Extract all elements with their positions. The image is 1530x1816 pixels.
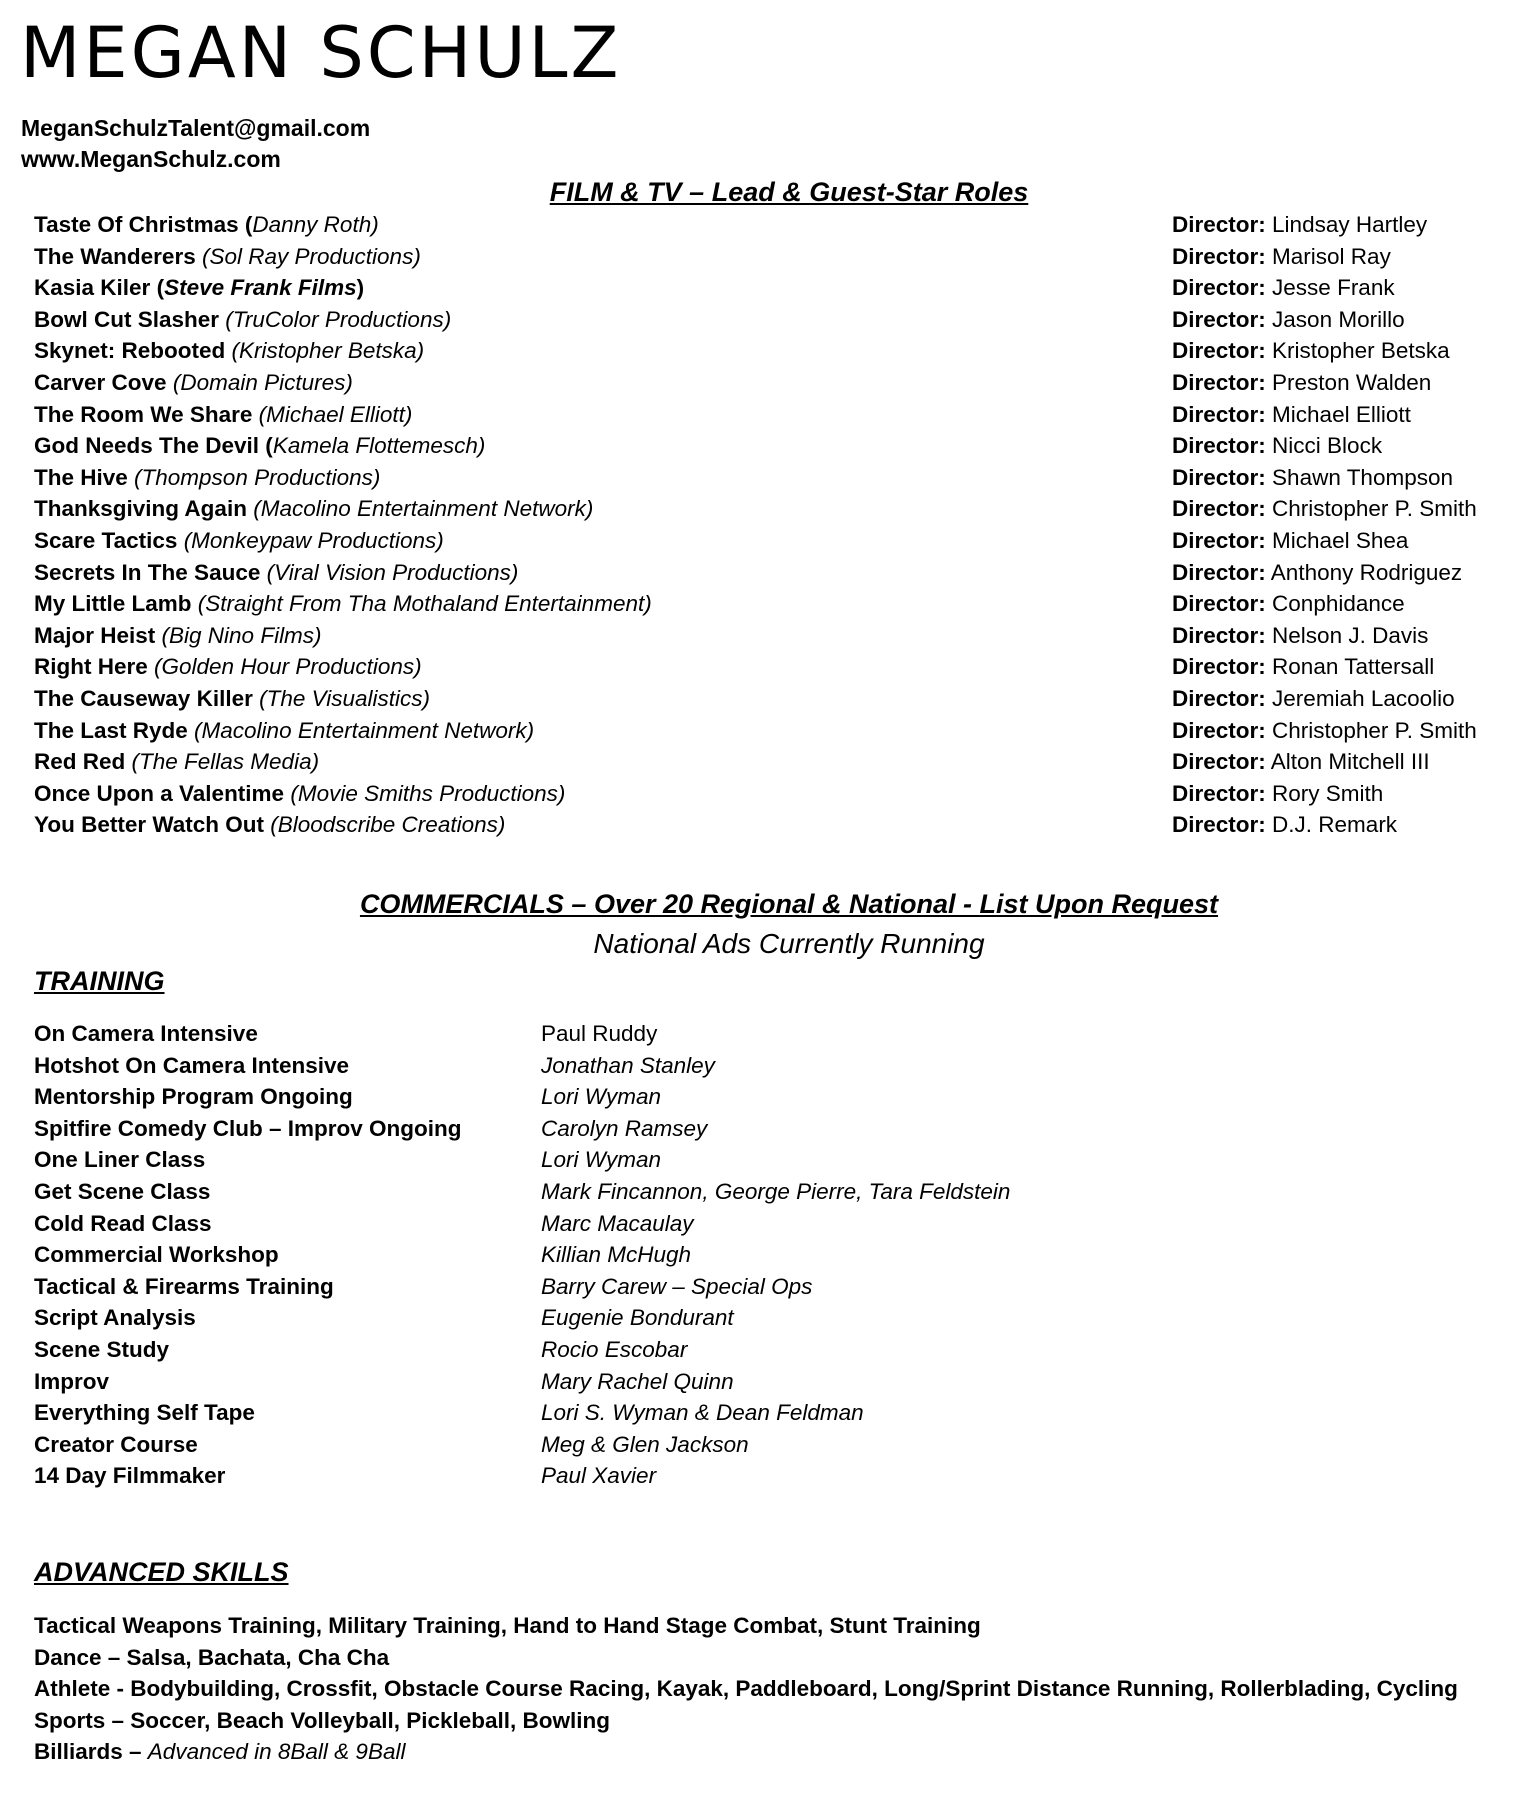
- film-row: [34, 496, 1494, 528]
- film-credit: [34, 686, 430, 712]
- film-company: (Kristopher Betska): [231, 338, 425, 364]
- film-company: (Thompson Productions): [134, 464, 381, 490]
- film-credit: [34, 275, 364, 301]
- training-course: Spitfire Comedy Club – Improv Ongoing: [34, 1115, 462, 1141]
- actor-name: MEGAN SCHULZ: [20, 12, 622, 94]
- director-name: Marisol Ray: [1272, 243, 1391, 269]
- film-company: Kamela Flottemesch): [272, 433, 486, 459]
- training-row: [34, 1369, 1234, 1401]
- training-instructor: Paul Ruddy: [541, 1021, 658, 1046]
- director-label: Director:: [1172, 212, 1266, 237]
- director-name: Christopher P. Smith: [1272, 496, 1477, 522]
- training-course: Everything Self Tape: [34, 1400, 255, 1426]
- skill-text: Tactical Weapons Training, Military Training, Hand to Hand Stage Combat, Stunt Training: [34, 1613, 981, 1638]
- film-director: [1172, 812, 1397, 838]
- director-name: Ronan Tattersall: [1272, 654, 1435, 680]
- film-credit: [34, 718, 534, 744]
- training-instructor: Lori Wyman: [541, 1147, 662, 1173]
- director-name: Conphidance: [1272, 591, 1405, 617]
- film-title: Carver Cove: [34, 369, 173, 395]
- film-title: Secrets In The Sauce: [34, 559, 267, 585]
- film-credit: [34, 654, 422, 680]
- film-director: [1172, 560, 1462, 586]
- training-course: Script Analysis: [34, 1305, 196, 1331]
- film-credit: [34, 465, 380, 491]
- film-row: [34, 244, 1494, 276]
- film-credit: [34, 496, 593, 522]
- film-company: (Movie Smiths Productions): [290, 780, 566, 806]
- film-credit: [34, 528, 444, 554]
- training-heading: TRAINING: [34, 966, 165, 996]
- director-name: Kristopher Betska: [1272, 338, 1450, 364]
- film-credit: [34, 212, 379, 238]
- skill-text: Dance – Salsa, Bachata, Cha Cha: [34, 1644, 390, 1670]
- film-company: (Big Nino Films): [161, 622, 322, 648]
- commercials-subtitle: National Ads Currently Running: [593, 928, 985, 959]
- training-row: [34, 1116, 1234, 1148]
- director-label: Director:: [1172, 622, 1266, 648]
- director-label: Director:: [1172, 527, 1266, 553]
- film-row: [34, 718, 1494, 750]
- film-title: Major Heist: [34, 622, 162, 648]
- film-title: The Last Ryde: [34, 717, 195, 743]
- training-row: [34, 1400, 1234, 1432]
- film-row: [34, 370, 1494, 402]
- film-company: (Macolino Entertainment Network): [253, 496, 594, 522]
- director-name: Rory Smith: [1272, 780, 1384, 806]
- commercials-heading: COMMERCIALS – Over 20 Regional & National - List Upon Request: [359, 889, 1219, 919]
- training-row: [34, 1084, 1234, 1116]
- skill-row: [34, 1739, 1514, 1771]
- film-title: My Little Lamb: [34, 591, 198, 617]
- director-name: Michael Elliott: [1272, 401, 1411, 427]
- film-credit: [34, 560, 518, 586]
- film-company: Danny Roth): [252, 212, 379, 237]
- director-label: Director:: [1172, 369, 1266, 395]
- training-row: [34, 1179, 1234, 1211]
- film-row: [34, 812, 1494, 844]
- film-company: Steve Frank Films: [164, 275, 357, 301]
- director-label: Director:: [1172, 306, 1266, 332]
- film-company: (Golden Hour Productions): [154, 654, 422, 680]
- film-row: [34, 623, 1494, 655]
- director-name: Shawn Thompson: [1272, 464, 1453, 490]
- film-credit: [34, 749, 319, 775]
- director-name: Jeremiah Lacoolio: [1272, 685, 1455, 711]
- film-company: (Straight From Tha Mothaland Entertainment): [197, 591, 652, 617]
- skill-text: Athlete - Bodybuilding, Crossfit, Obstacle Course Racing, Kayak, Paddleboard, Long/Sprint Distance Running, Rollerblading, Cycling: [34, 1676, 1458, 1702]
- film-company: (The Visualistics): [259, 685, 430, 711]
- training-instructor: Killian McHugh: [541, 1242, 692, 1268]
- email-text: MeganSchulzTalent@gmail.com: [21, 115, 371, 141]
- training-instructor: Eugenie Bondurant: [541, 1305, 734, 1331]
- film-company: (Viral Vision Productions): [266, 559, 519, 585]
- director-label: Director:: [1172, 464, 1266, 490]
- director-label: Director:: [1172, 559, 1266, 585]
- skill-detail: Advanced in 8Ball & 9Ball: [147, 1739, 406, 1765]
- training-row: [34, 1242, 1234, 1274]
- film-credit: [34, 402, 412, 428]
- director-name: Preston Walden: [1272, 369, 1432, 395]
- director-name: Michael Shea: [1272, 527, 1409, 553]
- training-course: Cold Read Class: [34, 1210, 212, 1236]
- film-director: [1172, 528, 1408, 554]
- training-row: [34, 1305, 1234, 1337]
- training-instructor: Mark Fincannon, George Pierre, Tara Feldstein: [541, 1178, 1011, 1204]
- director-label: Director:: [1172, 780, 1266, 806]
- contact-block: [21, 113, 370, 175]
- director-name: D.J. Remark: [1272, 812, 1398, 838]
- film-director: [1172, 654, 1434, 680]
- film-title: The Hive: [34, 464, 135, 490]
- film-company: (The Fellas Media): [131, 749, 320, 775]
- film-company: (Domain Pictures): [172, 369, 353, 395]
- film-title: The Causeway Killer: [34, 685, 260, 711]
- director-name: Alton Mitchell III: [1270, 749, 1430, 775]
- film-title: The Wanderers: [34, 243, 202, 269]
- training-row: [34, 1021, 1234, 1053]
- training-course: On Camera Intensive: [34, 1021, 258, 1046]
- training-instructor: Mary Rachel Quinn: [541, 1368, 734, 1394]
- training-instructor: Jonathan Stanley: [541, 1052, 715, 1078]
- training-course: Get Scene Class: [34, 1178, 211, 1204]
- film-director: [1172, 623, 1428, 649]
- film-title: Skynet: Rebooted: [34, 338, 232, 364]
- film-credit: [34, 781, 565, 807]
- director-name: Nelson J. Davis: [1272, 622, 1429, 648]
- film-director: [1172, 465, 1453, 491]
- director-label: Director:: [1172, 496, 1266, 522]
- film-title: Right Here: [34, 654, 155, 680]
- training-row: [34, 1463, 1234, 1495]
- director-label: Director:: [1172, 749, 1266, 775]
- film-director: [1172, 591, 1405, 617]
- film-director: [1172, 496, 1477, 522]
- director-name: Christopher P. Smith: [1272, 717, 1477, 743]
- film-title: Once Upon a Valentime: [34, 780, 291, 806]
- film-title: Bowl Cut Slasher: [34, 306, 226, 332]
- skill-row: [34, 1645, 1514, 1677]
- director-label: Director:: [1172, 338, 1266, 364]
- film-credit: [34, 433, 485, 459]
- film-credit: [34, 591, 652, 617]
- training-list: [34, 1021, 1234, 1495]
- film-credit: [34, 370, 353, 396]
- film-credit: [34, 812, 505, 838]
- film-tv-list: [34, 212, 1494, 844]
- film-title: You Better Watch Out: [34, 812, 271, 838]
- film-company: (Monkeypaw Productions): [183, 527, 444, 553]
- film-director: [1172, 338, 1450, 364]
- director-label: Director:: [1172, 401, 1266, 427]
- training-course: Creator Course: [34, 1431, 198, 1457]
- film-row: [34, 781, 1494, 813]
- training-course: Tactical & Firearms Training: [34, 1273, 334, 1299]
- training-instructor: Paul Xavier: [541, 1463, 657, 1489]
- director-name: Anthony Rodriguez: [1270, 559, 1463, 585]
- training-instructor: Marc Macaulay: [541, 1210, 694, 1236]
- training-instructor: Lori S. Wyman & Dean Feldman: [541, 1400, 864, 1426]
- film-title: Red Red: [34, 749, 132, 775]
- film-row: [34, 591, 1494, 623]
- director-name: Jesse Frank: [1272, 275, 1395, 301]
- training-course: Improv: [34, 1368, 110, 1394]
- training-instructor: Rocio Escobar: [541, 1336, 688, 1362]
- director-label: Director:: [1172, 654, 1266, 680]
- training-row: [34, 1147, 1234, 1179]
- film-row: [34, 433, 1494, 465]
- training-course: 14 Day Filmmaker: [34, 1463, 226, 1489]
- training-instructor: Meg & Glen Jackson: [541, 1431, 749, 1457]
- film-title: Taste Of Christmas (: [34, 212, 253, 237]
- film-company: (Sol Ray Productions): [201, 243, 421, 269]
- skill-row: [34, 1708, 1514, 1740]
- training-course: Mentorship Program Ongoing: [34, 1084, 353, 1110]
- film-director: [1172, 749, 1430, 775]
- film-row: [34, 560, 1494, 592]
- film-credit: [34, 623, 322, 649]
- director-name: Lindsay Hartley: [1272, 212, 1428, 237]
- director-label: Director:: [1172, 591, 1266, 617]
- training-course: Commercial Workshop: [34, 1242, 279, 1268]
- director-label: Director:: [1172, 717, 1266, 743]
- skill-text: Sports – Soccer, Beach Volleyball, Pickleball, Bowling: [34, 1707, 611, 1733]
- film-title: The Room We Share: [34, 401, 259, 427]
- film-title: Thanksgiving Again: [34, 496, 254, 522]
- film-director: [1172, 307, 1405, 333]
- film-company: (Macolino Entertainment Network): [194, 717, 535, 743]
- advanced-skills-heading: ADVANCED SKILLS: [34, 1557, 289, 1587]
- training-course: Hotshot On Camera Intensive: [34, 1052, 350, 1078]
- film-title: God Needs The Devil (: [34, 433, 273, 459]
- training-course: One Liner Class: [34, 1147, 206, 1173]
- skill-row: [34, 1613, 1514, 1645]
- film-director: [1172, 718, 1477, 744]
- film-director: [1172, 433, 1382, 459]
- film-row: [34, 338, 1494, 370]
- film-row: [34, 528, 1494, 560]
- film-credit: [34, 307, 451, 333]
- film-company: (Bloodscribe Creations): [270, 812, 506, 838]
- film-title: Kasia Kiler (: [34, 275, 165, 301]
- training-row: [34, 1211, 1234, 1243]
- director-name: Jason Morillo: [1272, 306, 1405, 332]
- training-row: [34, 1337, 1234, 1369]
- director-name: Nicci Block: [1272, 433, 1383, 459]
- skill-text: Billiards –: [34, 1739, 148, 1765]
- training-instructor: Lori Wyman: [541, 1084, 662, 1110]
- director-label: Director:: [1172, 812, 1266, 838]
- training-instructor: Barry Carew – Special Ops: [541, 1273, 813, 1299]
- training-row: [34, 1053, 1234, 1085]
- film-tv-heading: FILM & TV – Lead & Guest-Star Roles: [549, 177, 1029, 207]
- director-label: Director:: [1172, 275, 1266, 301]
- film-title-suffix: ): [356, 275, 365, 301]
- website-text: www.MeganSchulz.com: [21, 146, 281, 172]
- training-course: Scene Study: [34, 1336, 170, 1362]
- film-director: [1172, 370, 1431, 396]
- film-company: (Michael Elliott): [258, 401, 413, 427]
- film-row: [34, 654, 1494, 686]
- film-director: [1172, 244, 1391, 270]
- training-row: [34, 1274, 1234, 1306]
- film-title: Scare Tactics: [34, 527, 184, 553]
- film-row: [34, 686, 1494, 718]
- director-label: Director:: [1172, 685, 1266, 711]
- film-credit: [34, 338, 424, 364]
- film-director: [1172, 781, 1383, 807]
- film-row: [34, 275, 1494, 307]
- film-director: [1172, 402, 1411, 428]
- film-row: [34, 749, 1494, 781]
- training-instructor: Carolyn Ramsey: [541, 1115, 708, 1141]
- film-director: [1172, 212, 1427, 238]
- film-director: [1172, 275, 1395, 301]
- film-credit: [34, 244, 421, 270]
- film-row: [34, 465, 1494, 497]
- skill-row: [34, 1676, 1514, 1708]
- film-row: [34, 212, 1494, 244]
- film-director: [1172, 686, 1455, 712]
- training-row: [34, 1432, 1234, 1464]
- film-row: [34, 307, 1494, 339]
- director-label: Director:: [1172, 243, 1266, 269]
- film-company: (TruColor Productions): [225, 306, 452, 332]
- advanced-skills-list: [34, 1613, 1514, 1771]
- film-row: [34, 402, 1494, 434]
- director-label: Director:: [1172, 433, 1266, 459]
